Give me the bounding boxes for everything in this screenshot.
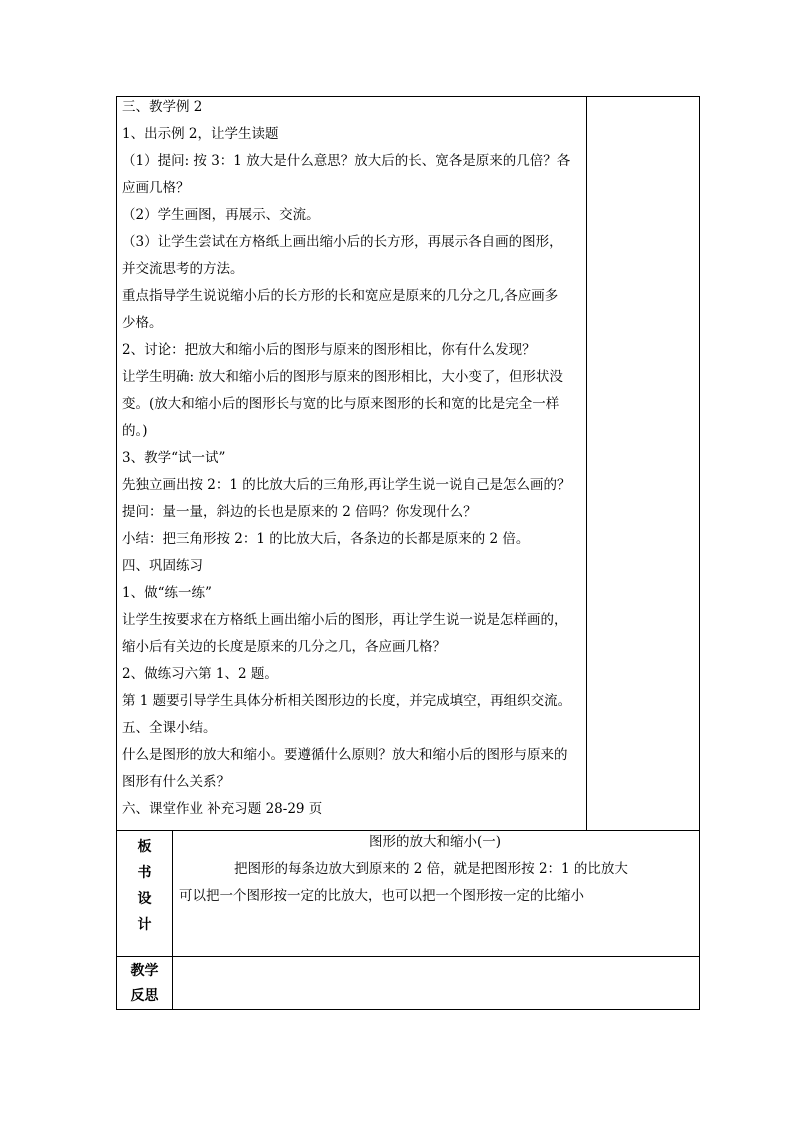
lesson-line: （3）让学生尝试在方格纸上画出缩小后的长方形，再展示各自画的图形，	[122, 234, 563, 250]
lesson-line: 变。(放大和缩小后的图形长与宽的比与原来图形的长和宽的比是完全一样	[122, 396, 560, 412]
lesson-line: 小结：把三角形按 2：1 的比放大后，各条边的长都是原来的 2 倍。	[122, 531, 530, 547]
reflection-content	[173, 957, 699, 1009]
lesson-line: （1）提问: 按 3：1 放大是什么意思？放大后的长、宽各是原来的几倍？各	[122, 153, 571, 169]
row-divider-board	[116, 830, 700, 831]
lesson-line: 1、做“练一练”	[122, 585, 212, 601]
lesson-line: 重点指导学生说说缩小后的长方形的长和宽应是原来的几分之几,各应画多	[122, 288, 559, 304]
lesson-line: 提问：量一量，斜边的长也是原来的 2 倍吗？你发现什么？	[122, 504, 477, 520]
lesson-line: 五、全课小结。	[122, 720, 217, 736]
board-line-2: 可以把一个图形按一定的比放大，也可以把一个图形按一定的比缩小	[179, 888, 584, 904]
board-line-1: 把图形的每条边放大到原来的 2 倍，就是把图形按 2：1 的比放大	[234, 861, 628, 877]
lesson-line: （2）学生画图，再展示、交流。	[122, 207, 320, 223]
column-divider	[586, 96, 587, 831]
lesson-line: 图形有什么关系？	[122, 774, 230, 790]
lesson-line: 的。)	[122, 423, 148, 439]
lesson-line: 1、出示例 2，让学生读题	[122, 126, 279, 142]
lesson-line: 六、课堂作业 补充习题 28-29 页	[122, 801, 323, 817]
lesson-line: 3、教学“试一试”	[122, 450, 226, 466]
lesson-line: 并交流思考的方法。	[122, 261, 244, 277]
reflection-label-line: 教学	[130, 963, 159, 979]
lesson-line: 让学生按要求在方格纸上画出缩小后的图形，再让学生说一说是怎样画的，	[122, 612, 568, 628]
lesson-line: 2、做练习六第 1、2 题。	[122, 666, 278, 682]
board-label-char: 设	[137, 891, 152, 907]
lesson-line: 四、巩固练习	[122, 558, 203, 574]
lesson-line: 让学生明确: 放大和缩小后的图形与原来的图形相比，大小变了，但形状没	[122, 369, 563, 385]
board-label-char: 板	[137, 839, 152, 855]
lesson-line: 应画几格？	[122, 180, 190, 196]
board-label-char: 计	[137, 917, 152, 933]
board-title: 图形的放大和缩小(一)	[369, 834, 502, 850]
lesson-line: 第 1 题要引导学生具体分析相关图形边的长度，并完成填空，再组织交流。	[122, 693, 572, 709]
lesson-line: 少格。	[122, 315, 163, 331]
lesson-line: 三、教学例 2	[122, 99, 203, 115]
lesson-line: 什么是图形的放大和缩小。要遵循什么原则？放大和缩小后的图形与原来的	[122, 747, 568, 763]
reflection-label-line: 反思	[130, 988, 159, 1004]
board-label-char: 书	[137, 865, 152, 881]
lesson-line: 先独立画出按 2：1 的比放大后的三角形,再让学生说一说自己是怎么画的？	[122, 477, 571, 493]
lesson-line: 缩小后有关边的长度是原来的几分之几，各应画几格？	[122, 639, 446, 655]
lesson-line: 2、讨论：把放大和缩小后的图形与原来的图形相比，你有什么发现？	[122, 342, 536, 358]
